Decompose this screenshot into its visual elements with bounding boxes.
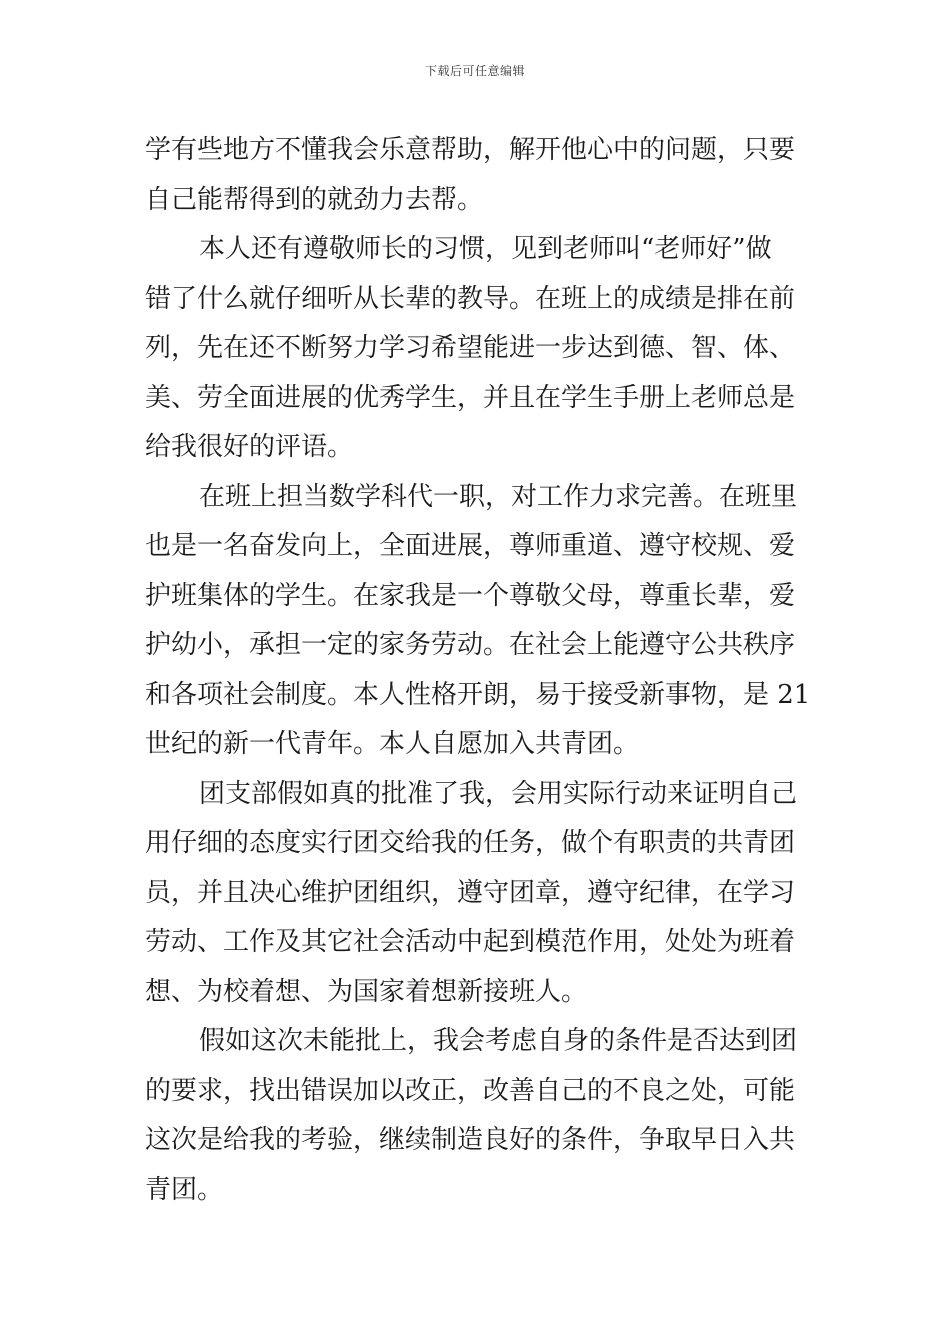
text-line: 也是一名奋发向上，全面进展，尊师重道、遵守校规、爱 [145, 531, 796, 561]
text-line: 的要求，找出错误加以改正，改善自己的不良之处，可能 [145, 1075, 796, 1106]
text-line: 给我很好的评语。 [145, 432, 354, 462]
text-line: 想、为校着想、为国家着想新接班人。 [145, 976, 588, 1007]
text-line: 本人还有遵敬师长的习惯，见到老师叫“老师好”做 [199, 234, 772, 264]
page-header: 下载后可任意编辑 [424, 64, 525, 78]
paragraph-4 [145, 770, 807, 1018]
text-line: 美、劳全面进展的优秀学生，并且在学生手册上老师总是 [145, 382, 796, 413]
paragraph-5 [145, 1017, 807, 1215]
text-line: 学有些地方不懂我会乐意帮助，解开他心中的问题，只要 [145, 135, 796, 165]
text-line: 错了什么就仔细听从长辈的教导。在班上的成绩是排在前 [145, 283, 796, 314]
text-line: 这次是给我的考验，继续制造良好的条件，争取早日入共 [145, 1125, 796, 1155]
text-line: 在班上担当数学科代一职，对工作力求完善。在班里 [199, 481, 798, 512]
text-line: 护班集体的学生。在家我是一个尊敬父母，尊重长辈，爱 [145, 580, 796, 611]
text-line: 假如这次未能批上，我会考虑自身的条件是否达到团 [199, 1026, 798, 1056]
text-line: 劳动、工作及其它社会活动中起到模范作用，处处为班着 [145, 927, 796, 957]
paragraph-2 [145, 225, 807, 473]
paragraph-1 [145, 126, 807, 225]
paragraph-3 [145, 473, 811, 770]
text-line: 护幼小，承担一定的家务劳动。在社会上能遵守公共秩序 [145, 630, 796, 660]
text-line: 列，先在还不断努力学习希望能进一步达到德、智、体、 [145, 333, 796, 363]
text-line: 用仔细的态度实行团交给我的任务，做个有职责的共青团 [145, 828, 796, 858]
text-line: 世纪的新一代青年。本人自愿加入共青团。 [145, 729, 640, 759]
text-line: 青团。 [145, 1174, 224, 1205]
text-line: 员，并且决心维护团组织，遵守团章，遵守纪律，在学习 [145, 877, 796, 908]
text-line: 自己能帮得到的就劲力去帮。 [145, 184, 484, 215]
text-line: 和各项社会制度。本人性格开朗，易于接受新事物，是 21 [145, 679, 811, 710]
text-line: 团支部假如真的批准了我，会用实际行动来证明自己 [199, 778, 798, 809]
document-body [145, 126, 811, 1215]
